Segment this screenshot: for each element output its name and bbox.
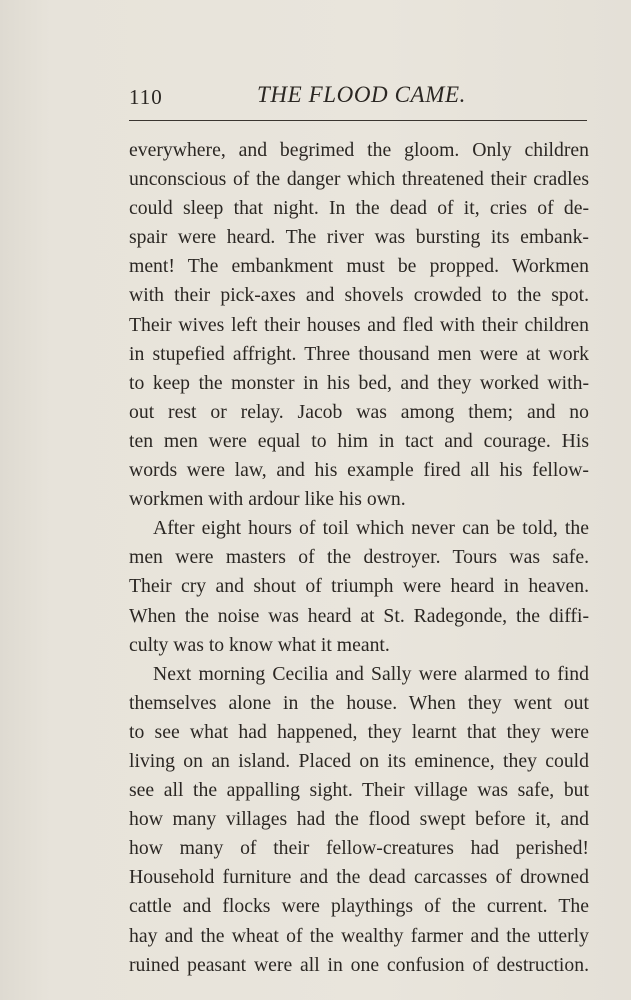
page-number: 110 xyxy=(129,85,163,109)
body-text xyxy=(129,136,589,980)
text-line: cattle and flocks were playthings of the current. The xyxy=(129,895,589,918)
text-line: to keep the monster in his bed, and they worked with- xyxy=(129,371,589,394)
text-line: workmen with ardour like his own. xyxy=(129,488,406,511)
text-line: Next morning Cecilia and Sally were alarmed to find xyxy=(153,662,589,685)
text-line: unconscious of the danger which threatened their cradles xyxy=(129,168,589,191)
text-line: men were masters of the destroyer. Tours was safe. xyxy=(129,546,589,569)
text-line: could sleep that night. In the dead of it, cries of de- xyxy=(129,197,589,220)
header-rule xyxy=(129,120,587,121)
text-line: words were law, and his example fired all his fellow- xyxy=(129,459,589,482)
paragraph xyxy=(129,514,589,659)
text-line: how many villages had the flood swept before it, and xyxy=(129,808,589,831)
text-line: Their cry and shout of triumph were heard in heaven. xyxy=(129,575,589,598)
text-line: ruined peasant were all in one confusion of destruction. xyxy=(129,953,589,976)
text-line: ten men were equal to him in tact and courage. His xyxy=(129,429,589,452)
text-line: to see what had happened, they learnt that they were xyxy=(129,720,589,743)
text-line: see all the appalling sight. Their village was safe, but xyxy=(129,779,589,802)
text-line: culty was to know what it meant. xyxy=(129,633,390,656)
text-line: with their pick-axes and shovels crowded to the spot. xyxy=(129,284,589,307)
running-head: THE FLOOD CAME. xyxy=(257,82,466,107)
text-line: hay and the wheat of the wealthy farmer and the utterly xyxy=(129,924,589,947)
text-line: everywhere, and begrimed the gloom. Only children xyxy=(129,139,589,161)
text-line: out rest or relay. Jacob was among them; and no xyxy=(129,400,589,423)
paragraph xyxy=(129,660,589,980)
text-line: Their wives left their houses and fled with their children xyxy=(129,313,589,336)
text-line: themselves alone in the house. When they went out xyxy=(129,691,589,714)
page-header xyxy=(129,82,588,112)
text-line: how many of their fellow-creatures had perished! xyxy=(129,837,589,860)
text-line: in stupefied affright. Three thousand men were at work xyxy=(129,342,589,365)
text-line: When the noise was heard at St. Radegonde, the diffi- xyxy=(129,604,589,627)
text-line: spair were heard. The river was bursting its embank- xyxy=(129,226,589,249)
paragraph xyxy=(129,136,589,514)
text-line: living on an island. Placed on its eminence, they could xyxy=(129,749,589,772)
text-line: ment! The embankment must be propped. Workmen xyxy=(129,255,589,278)
text-line: After eight hours of toil which never can be told, the xyxy=(153,517,589,540)
text-line: Household furniture and the dead carcasses of drowned xyxy=(129,866,589,889)
